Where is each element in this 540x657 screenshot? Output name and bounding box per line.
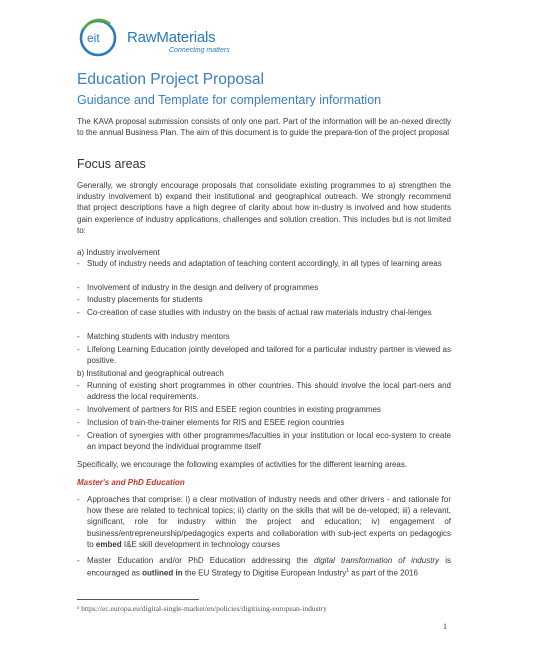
item-text: the EU Strategy to Digitise European Industry [182,568,347,578]
logo-brand-name: RawMaterials [127,29,216,46]
bullet-marker: - [77,418,80,427]
list-item: Co-creation of case studies with industry on the basis of actual raw materials industry chal-lenges [87,308,432,317]
item-bold-text: outlined in [142,568,183,578]
list-item: Study of industry needs and adaptation of teaching content accordingly, in all types of learning areas [87,259,442,268]
bullet-marker: - [77,283,80,292]
document-subtitle: Guidance and Template for complementary information [77,93,382,107]
page-number: 1 [443,622,447,631]
list-item: Running of existing short programmes in other countries. This should involve the local part-ners and address the local requirements. [87,381,451,402]
focus-areas-heading: Focus areas [77,157,146,171]
item-text: is encouraged as [87,556,451,578]
item-text: Approaches that comprise: i) a clear motivation of industry needs and other drivers - and rationale for how these are related to technical topics; ii) clarity on the skills that will be de-veloped; iii) a relevant, significant, role for industry within the project and education; iv) engagement of business/entrepreneurship/pedagogics experts and collaboration with sub-ject experts on pedagogics to [87,495,451,549]
bullet-marker: - [77,381,80,390]
item-text: I&E skill development in technology courses [121,539,281,549]
list-item [87,555,451,579]
item-text: Master Education and/or PhD Education addressing the [87,556,314,565]
bullet-marker: - [77,332,80,341]
item-text: as part of the 2016 [349,568,418,578]
eit-rawmaterials-logo [77,17,247,59]
intro-paragraph: The KAVA proposal submission consists of only one part. Part of the information will be an-nexed directly to the annual Business Plan. The aim of this document is to guide the prepara-tion of the project proposal [77,117,451,138]
specifically-paragraph: Specifically, we encourage the following examples of activities for the different learning areas. [77,460,408,469]
list-item: Involvement of industry in the design and delivery of programmes [87,283,319,292]
section-a-heading: a) Industry involvement [77,248,160,257]
logo-tagline: Connecting matters [169,47,230,54]
footnote-link[interactable]: ¹ https://ec.europa.eu/digital-single-market/en/policies/digitising-european-industry [77,604,327,613]
item-bold-text: embed [95,539,122,549]
bullet-marker: - [77,308,80,317]
footnote-divider [77,599,199,600]
bullet-marker: - [77,295,80,304]
bullet-marker: - [77,345,80,354]
list-item: Matching students with industry mentors [87,332,230,341]
bullet-marker: - [77,431,80,440]
list-item: Involvement of partners for RIS and ESEE region countries in existing programmes [87,405,381,414]
bullet-marker: - [77,556,80,565]
section-b-heading: b) Institutional and geographical outreach [77,369,224,378]
bullet-marker: - [77,259,80,268]
eit-circle-logo-icon [77,17,125,59]
document-title: Education Project Proposal [77,71,264,88]
list-item: Inclusion of train-the-trainer elements for RIS and ESEE region countries [87,418,345,427]
list-item: Lifelong Learning Education jointly developed and tailored for a particular industry partner is viewed as positive. [87,345,451,366]
list-item: Industry placements for students [87,295,203,304]
footnote-ref: 1 [346,568,350,575]
bullet-marker: - [77,495,80,504]
list-item [87,494,451,550]
focus-paragraph: Generally, we strongly encourage proposals that consolidate existing programmes to a) strengthen the industry involvement b) expand their institutional and geographical outreach. We strongly recommend that project descriptions have a high degree of clarity about how in-dustry is involved and how students gain experience of industry applications, challenges and solution creation. This includes but is not limited to: [77,181,451,235]
masters-phd-heading: Master's and PhD Education [77,478,185,487]
logo-eit-text: eit [87,31,100,45]
list-item: Creation of synergies with other programmes/faculties in your institution or local eco-system to create an impact beyond the individual programme itself [87,431,451,452]
bullet-marker: - [77,405,80,414]
item-italic-text: digital transformation of industry [314,556,440,565]
